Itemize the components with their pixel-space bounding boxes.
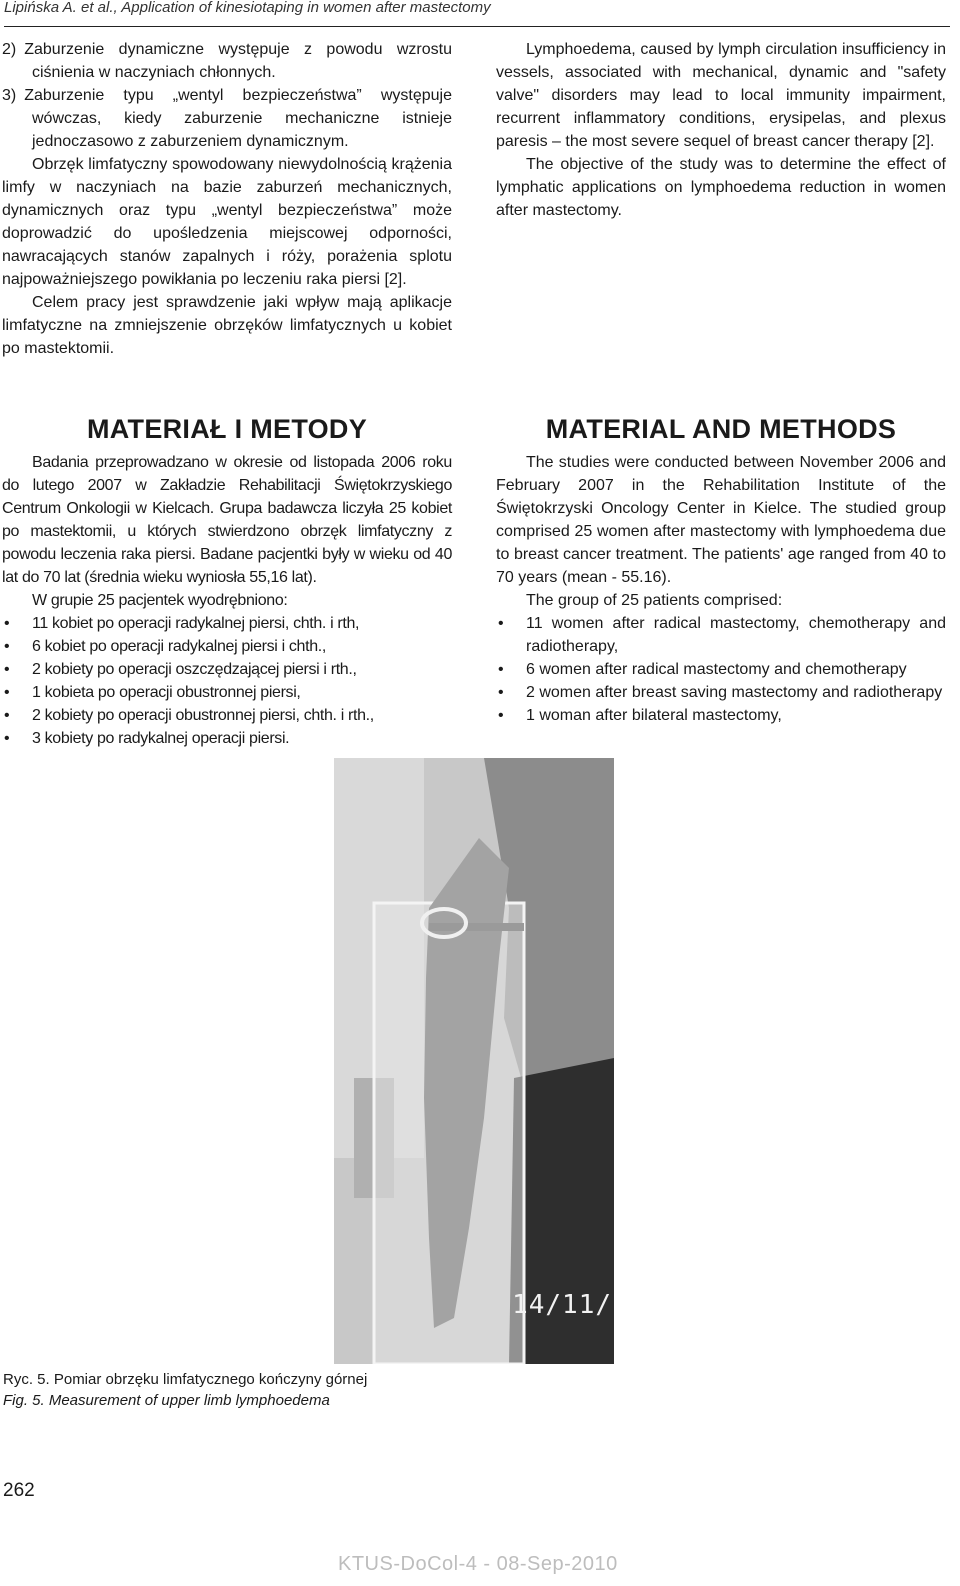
bullet-icon: • xyxy=(4,661,10,678)
figure-photo xyxy=(334,758,614,1364)
group-list-pl xyxy=(2,612,452,750)
left-column-top xyxy=(2,38,452,360)
water-line xyxy=(429,923,524,931)
bullet-icon: • xyxy=(4,638,10,655)
bullet-icon: • xyxy=(4,684,10,701)
bullet-icon: • xyxy=(498,615,504,632)
list-item: • 2 kobiety po operacji oszczędzającej piersi i rth., xyxy=(2,658,452,681)
methods-paragraph-en-2: The group of 25 patients comprised: xyxy=(526,592,783,609)
list-item: • 1 woman after bilateral mastectomy, xyxy=(496,704,946,727)
list-item: • 2 kobiety po operacji obustronnej piersi, chth. i rth., xyxy=(2,704,452,727)
paragraph-pl-1: Obrzęk limfatyczny spowodowany niewydolnością krążenia limfy w naczyniach na bazie zaburzeń mechanicznych, dynamicznych oraz typu „wentyl bezpieczeństwa” może doprowadzić do upośledzenia miejscowej odporności, nawracających stanów zapalnych i róży, porażenia splotu najpoważniejszego powikłania po leczeniu raka piersi [2]. xyxy=(2,156,452,288)
figure-caption xyxy=(3,1369,367,1411)
section-heading-en: MATERIAL AND METHODS xyxy=(545,414,897,444)
methods-paragraph-pl-2: W grupie 25 pacjentek wyodrębniono: xyxy=(32,592,288,609)
section-heading-pl: MATERIAŁ I METODY xyxy=(86,414,368,444)
list-item: • 11 kobiet po operacji radykalnej piersi, chth. i rth, xyxy=(2,612,452,635)
running-head: Lipińska A. et al., Application of kinesiotaping in women after mastectomy xyxy=(4,0,950,27)
list-item-2: 2) Zaburzenie dynamiczne występuje z powodu wzrostu ciśnienia w naczyniach chłonnych. xyxy=(2,41,452,81)
list-item: • 11 women after radical mastectomy, chemotherapy and radiotherapy, xyxy=(496,612,946,658)
photo-illustration xyxy=(334,758,614,1364)
right-column-methods xyxy=(496,412,946,727)
bullet-icon: • xyxy=(498,684,504,701)
right-column-top xyxy=(496,38,946,222)
list-item: • 3 kobiety po radykalnej operacji piersi. xyxy=(2,727,452,750)
group-list-en xyxy=(496,612,946,727)
caption-english: Fig. 5. Measurement of upper limb lymphoedema xyxy=(3,1392,330,1409)
list-item-3: 3) Zaburzenie typu „wentyl bezpieczeństwa” występuje wówczas, kiedy zaburzenie mechaniczne istnieje jednoczasowo z zaburzeniem dynamicznym. xyxy=(2,87,452,150)
footer-stamp: KTUS-DoCol-4 - 08-Sep-2010 xyxy=(338,1553,618,1575)
bullet-icon: • xyxy=(498,707,504,724)
list-item: • 1 kobieta po operacji obustronnej piersi, xyxy=(2,681,452,704)
paragraph-pl-2: Celem pracy jest sprawdzenie jaki wpływ mają aplikacje limfatyczne na zmniejszenie obrzęków limfatycznych u kobiet po mastektomii. xyxy=(2,294,452,357)
left-column-methods xyxy=(2,412,452,750)
list-item: • 2 women after breast saving mastectomy and radiotherapy xyxy=(496,681,946,704)
bullet-icon: • xyxy=(4,730,10,747)
bullet-icon: • xyxy=(4,615,10,632)
caption-polish: Ryc. 5. Pomiar obrzęku limfatycznego kończyny górnej xyxy=(3,1371,368,1388)
paragraph-en-1: Lymphoedema, caused by lymph circulation insufficiency in vessels, associated with mechanical, dynamic and "safety valve" disorders may lead to local immunity impairment, recurrent inflammatory conditions, erysipelas, and plexus paresis – the most severe sequel of breast cancer therapy [2]. xyxy=(496,41,946,150)
methods-paragraph-pl-1: Badania przeprowadzano w okresie od listopada 2006 roku do lutego 2007 w Zakładzie Rehabilitacji Świętokrzyskiego Centrum Onkologii w Kielcach. Grupa badawcza liczyła 25 kobiet po mastektomii, u których stwierdzono obrzęk limfatyczny z powodu leczenia raka piersi. Badane pacjentki były w wieku od 40 lat do 70 lat (średnia wieku wyniosła 55,16 lat). xyxy=(2,454,452,586)
list-item: • 6 women after radical mastectomy and chemotherapy xyxy=(496,658,946,681)
paragraph-en-2: The objective of the study was to determine the effect of lymphatic applications on lymphoedema reduction in women after mastectomy. xyxy=(496,156,946,219)
page-number: 262 xyxy=(3,1480,35,1501)
bullet-icon: • xyxy=(4,707,10,724)
methods-paragraph-en-1: The studies were conducted between November 2006 and February 2007 in the Rehabilitation Institute of the Świętokrzyski Oncology Center in Kielce. The studied group comprised 25 women after mastectomy with lymphoedema due to breast cancer treatment. The patients' age ranged from 40 to 70 years (mean - 55.16). xyxy=(496,454,946,586)
list-item: • 6 kobiet po operacji radykalnej piersi i chth., xyxy=(2,635,452,658)
bullet-icon: • xyxy=(498,661,504,678)
photo-date-stamp: 14/11/ xyxy=(512,1290,612,1320)
